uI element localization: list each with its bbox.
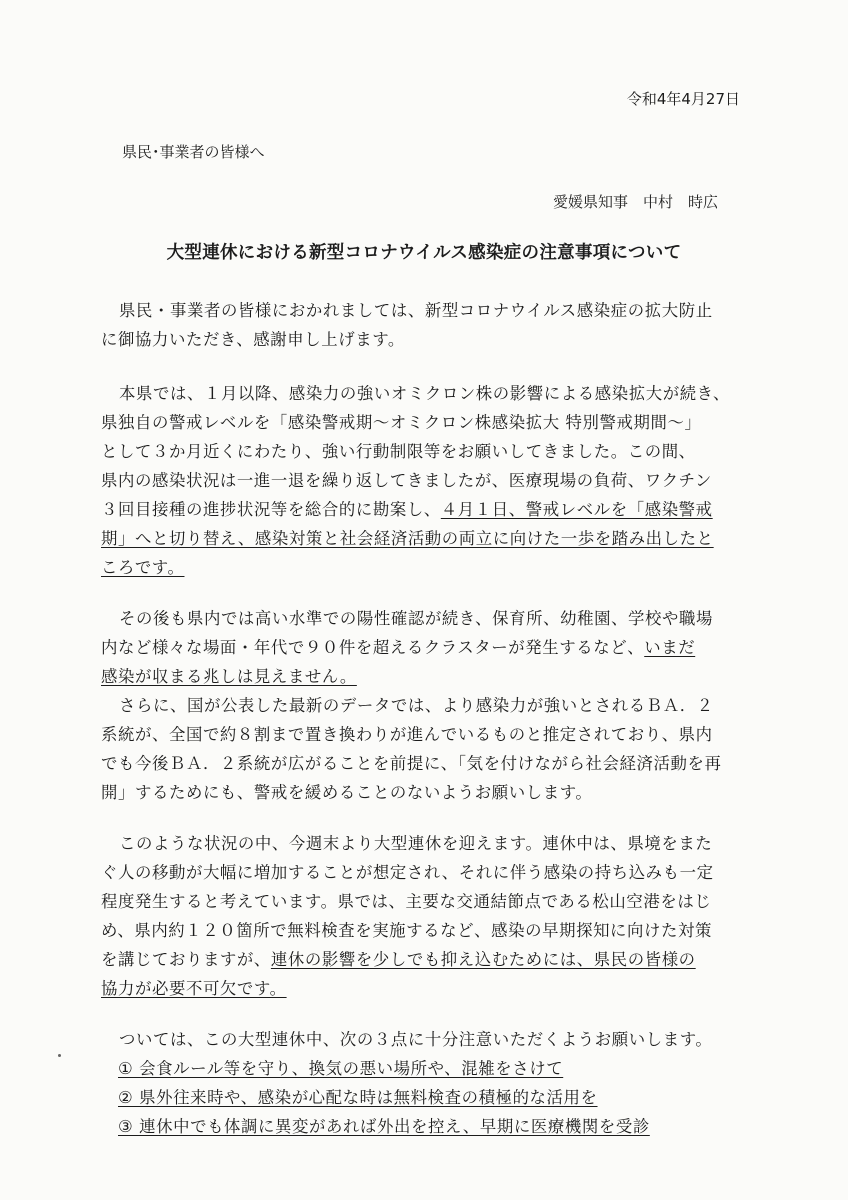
underlined-text: 連休の影響を少しでも抑え込むためには、県民の皆様の [270, 950, 696, 969]
underlined-text: いまだ [644, 638, 696, 657]
paragraph-4-line: 開」するためにも、警戒を緩めることのないようお願いします。 [101, 783, 593, 802]
plain-text: 内など様々な場面・年代で９０件を超えるクラスターが発生するなど、 [101, 638, 645, 657]
paragraph-5-line: 程度発生すると考えています。県では、主要な交通結節点である松山空港をはじ [101, 892, 712, 911]
sender-signature: 愛媛県知事 中村 時広 [552, 193, 718, 211]
paragraph-2-line: 県独自の警戒レベルを「感染警戒期～オミクロン株感染拡大 特別警戒期間～」 [101, 413, 702, 432]
paragraph-4-line: さらに、国が公表した最新のデータでは、より感染力が強いとされるＢＡ．２ [119, 696, 714, 715]
paragraph-1-line: に御協力いただき、感謝申し上げます。 [101, 330, 405, 349]
paragraph-4-line: 系統が、全国で約８割まで置き換わりが進んでいるものと推定されており、県内 [101, 725, 713, 744]
list-item: ① 会食ルール等を守り、換気の悪い場所や、混雑をさけて [118, 1059, 564, 1078]
list-item: ② 県外往来時や、感染が心配な時は無料検査の積極的な活用を [118, 1088, 598, 1107]
underlined-line: ころです。 [101, 558, 185, 577]
paragraph-3-line: その後も県内では高い水準での陽性確認が続き、保育所、幼稚園、学校や職場 [119, 609, 714, 628]
paragraph-1-line: 県民・事業者の皆様におかれましては、新型コロナウイルス感染症の拡大防止 [119, 301, 713, 320]
paragraph-3-line [101, 634, 695, 658]
scan-speck [58, 1054, 61, 1057]
paragraph-5-line [101, 946, 696, 970]
paragraph-5-line: このような状況の中、今週末より大型連休を迎えます。連休中は、県境をまた [119, 834, 713, 853]
list-item: ③ 連休中でも体調に異変があれば外出を控え、早期に医療機関を受診 [118, 1117, 650, 1136]
document-title: 大型連休における新型コロナウイルス感染症の注意事項について [166, 243, 682, 263]
paragraph-2-line [101, 496, 713, 520]
document-date: 令和4年4月27日 [626, 90, 740, 108]
plain-text: を講じておりますが、 [101, 950, 271, 969]
addressee: 県民･事業者の皆様へ [122, 143, 265, 161]
paragraph-4-line: でも今後ＢＡ．２系統が広がることを前提に、「気を付けながら社会経済活動を再 [101, 754, 722, 773]
underlined-line: 協力が必要不可欠です。 [101, 979, 287, 998]
paragraph-5-line: め、県内約１２０箇所で無料検査を実施するなど、感染の早期探知に向けた対策 [101, 921, 713, 940]
paragraph-6-line: ついては、この大型連休中、次の３点に十分注意いただくようお願いします。 [119, 1030, 713, 1049]
underlined-line: 期」へと切り替え、感染対策と社会経済活動の両立に向けた一歩を踏み出したと [101, 529, 714, 548]
paragraph-5-line: ぐ人の移動が大幅に増加することが想定され、それに伴う感染の持ち込みも一定 [101, 863, 714, 882]
paragraph-2-line: 本県では、１月以降、感染力の強いオミクロン株の影響による感染拡大が続き、 [119, 384, 731, 403]
plain-text: ３回目接種の進捗状況等を総合的に勘案し、 [101, 500, 441, 519]
underlined-line: 感染が収まる兆しは見えません。 [101, 667, 357, 686]
underlined-text: ４月１日、警戒レベルを「感染警戒 [440, 500, 713, 519]
paragraph-2-line: として３か月近くにわたり、強い行動制限等をお願いしてきました。この間、 [101, 442, 696, 461]
paragraph-2-line: 県内の感染状況は一進一退を繰り返してきましたが、医療現場の負荷、ワクチン [101, 471, 712, 490]
